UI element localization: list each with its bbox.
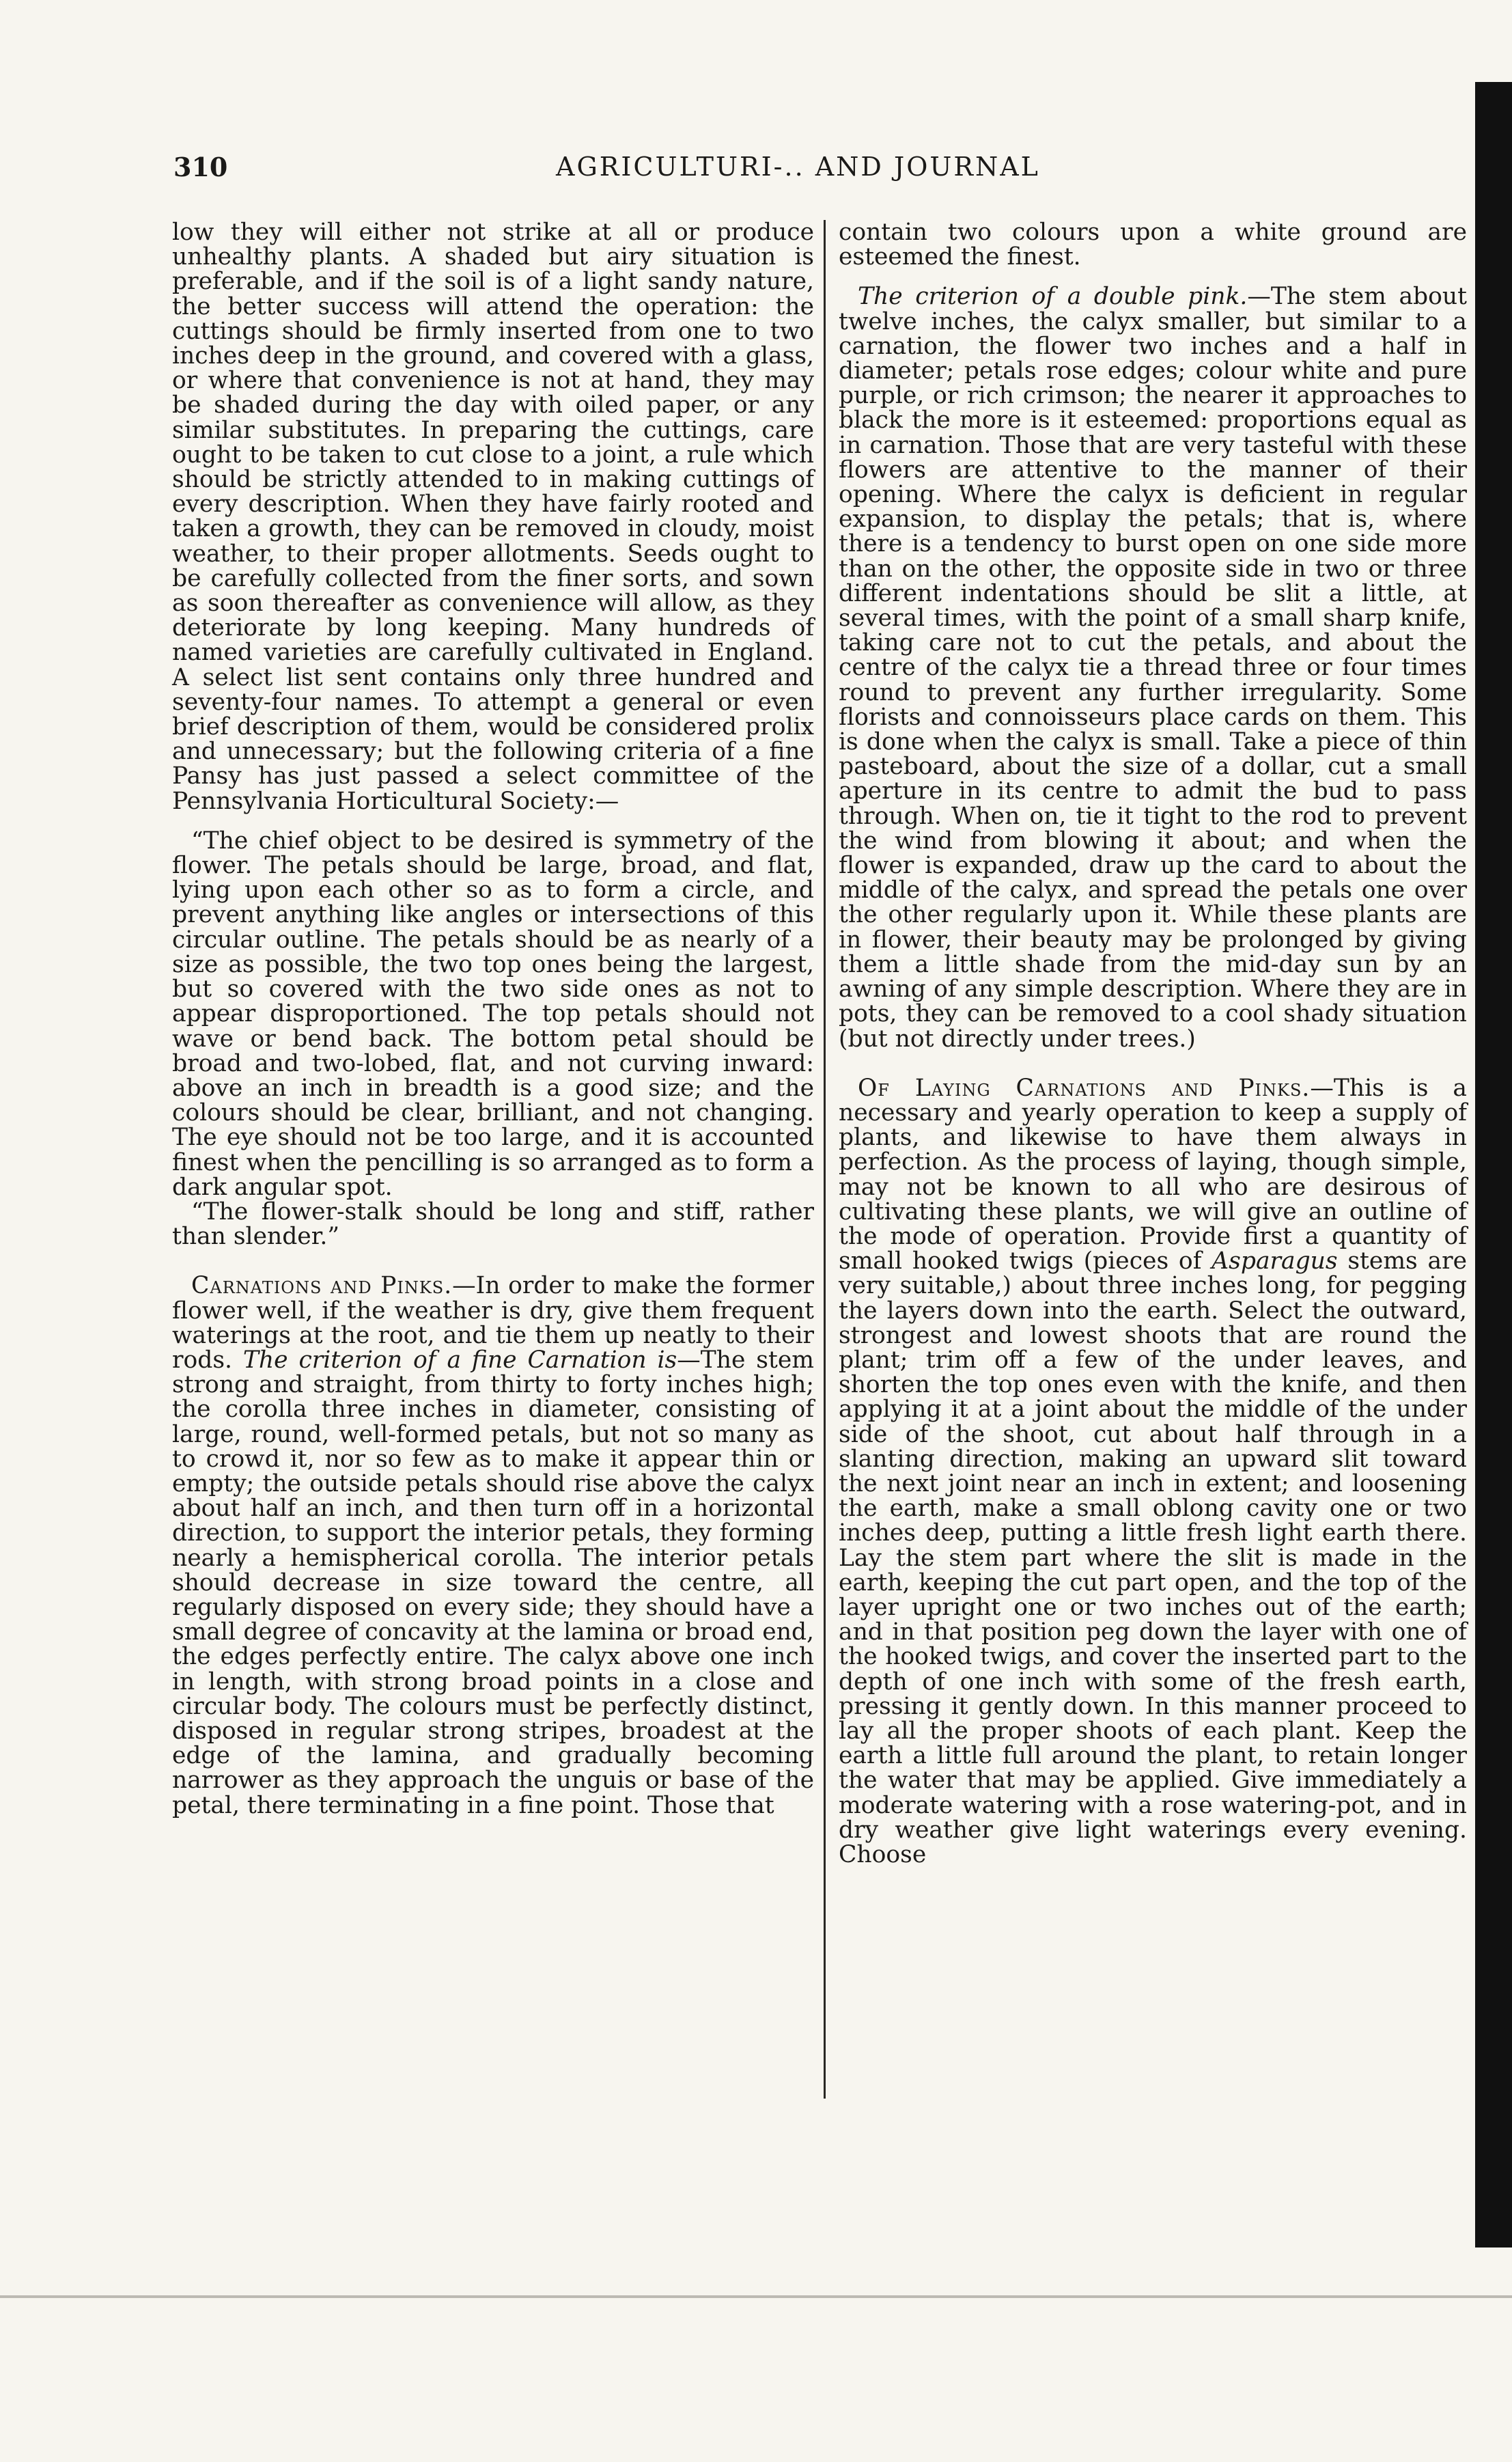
left-column (172, 220, 814, 1818)
paragraph-two-colours: contain two colours upon a white ground are esteemed the finest. (839, 219, 1467, 271)
paragraph-carnations-and-pinks: Carnations and Pinks.—In order to make the former flower well, if the weather is dry, give them frequent waterings at the root, and tie them up neatly to their rods. The criterion of a fine Carnation is—The stem strong and straight, from thirty to forty inches high; the corolla three inches in diameter, consisting of large, round, well-formed petals, but not so many as to crowd it, nor so few as to make it appear thin or empty; the outside petals should rise above the calyx about half an inch, and then turn off in a horizontal direction, to support the interior petals, they forming nearly a hemispherical corolla. The interior petals should decrease in size toward the centre, all regularly disposed on every side; they should have a small degree of concavity at the lamina or broad end, the edges perfectly entire. The calyx above one inch in length, with strong broad points in a close and circular body. The colours must be perfectly distinct, disposed in regular strong stripes, broadest at the edge of the lamina, and gradually becoming narrower as they approach the unguis or base of the petal, there terminating in a fine point. Those that (172, 1272, 814, 1819)
scan-bottom-edge (0, 2295, 1512, 2298)
paragraph-laying-carnations: Of Laying Carnations and Pinks.—This is a necessary and yearly operation to keep a supply of plants, and likewise to have them always in perfection. As the process of laying, though simple, may not be known to all who are desirous of cultivating these plants, we will give an outline of the mode of operation. Provide first a quantity of small hooked twigs (pieces of Asparagus stems are very suitable,) about three inches long, for pegging the layers down into the earth. Select the outward, strongest and lowest shoots that are round the plant; trim off a few of the under leaves, and shorten the top ones even with the knife, and then applying it at a joint about the middle of the under side of the shoot, cut about half through in a slanting direction, making an upward slit toward the next joint near an inch in extent; and loosening the earth, make a small oblong cavity one or two inches deep, putting a little fresh light earth there. Lay the stem part where the slit is made in the earth, keeping the cut part open, and the top of the layer upright one or two inches out of the earth; and in that position peg down the layer with one of the hooked twigs, and cover the inserted part to the depth of one inch with some of the fresh earth, pressing it gently down. In this manner proceed to lay all the proper shoots of each plant. Keep the earth a little full around the plant, to retain longer the water that may be applied. Give immediately a moderate watering with a rose watering-pot, and in dry weather give light waterings every evening. Choose (839, 1074, 1467, 1868)
page-number: 310 (173, 152, 228, 182)
paragraph-double-pink: The criterion of a double pink.—The stem about twelve inches, the calyx smaller, but similar to a carnation, the flower two inches and a half in diameter; petals rose edges; colour white and pure purple, or rich crimson; the nearer it approaches to black the more is it esteemed: proportions equal as in carnation. Those that are very tasteful with these flowers are attentive to the manner of their opening. Where the calyx is deficient in regular expansion, to display the petals; that is, where there is a tendency to burst open on one side more than on the other, the opposite side in two or three different indentations should be slit a little, at several times, with the point of a small sharp knife, taking care not to cut the petals, and about the centre of the calyx tie a thread three or four times round to prevent any further irregularity. Some florists and connoisseurs place cards on them. This is done when the calyx is small. Take a piece of thin pasteboard, about the size of a dollar, cut a small aperture in its centre to admit the bud to pass through. When on, tie it tight to the rod to prevent the wind from blowing it about; and when the flower is expanded, draw up the card to about the middle of the calyx, and spread the petals one over the other regularly upon it. While these plants are in flower, their beauty may be prolonged by giving them a little shade from the mid-day sun by an awning of any simple description. Where they are in pots, they can be removed to a cool shady situation (but not directly under trees.) (839, 283, 1467, 1053)
criterion-double-pink-label: The criterion of a double pink. (858, 283, 1248, 311)
right-column (839, 220, 1467, 1867)
section-heading-carnations: Carnations and Pinks. (191, 1272, 453, 1300)
running-title: AGRICULTURI-.. AND JOURNAL (556, 152, 1040, 182)
section-heading-laying: Of Laying Carnations and Pinks. (858, 1074, 1311, 1102)
paragraph-pansy-criteria: “The chief object to be desired is symmetry of the flower. The petals should be large, broad, and flat, lying upon each other so as to form a circle, and prevent anything like angles or intersections of this circular outline. The petals should be as nearly of a size as possible, the two top ones being the largest, but so covered with the two side ones as not to appear disproportioned. The top petals should not wave or bend back. The bottom petal should be broad and two-lobed, flat, and not curving inward: above an inch in breadth is a good size; and the colours should be clear, brilliant, and not changing. The eye should not be too large, and it is accounted finest when the pencilling is so arranged as to form a dark angular spot. (172, 827, 814, 1201)
page-header (173, 152, 1089, 193)
criterion-carnation-label: The criterion of a fine Carnation is (242, 1346, 677, 1374)
paragraph-pansy-cuttings: low they will either not strike at all or produce unhealthy plants. A shaded but airy situation is preferable, and if the soil is of a light sandy nature, the better success will attend the operation: the cuttings should be firmly inserted from one to two inches deep in the ground, and covered with a glass, or where that convenience is not at hand, they may be shaded during the day with oiled paper, or any similar substitutes. In preparing the cuttings, care ought to be taken to cut close to a joint, a rule which should be strictly attended to in making cuttings of every description. When they have fairly rooted and taken a growth, they can be removed in cloudy, moist weather, to their proper allotments. Seeds ought to be carefully collected from the finer sorts, and sown as soon thereafter as convenience will allow, as they deteriorate by long keeping. Many hundreds of named varieties are carefully cultivated in England. A select list sent contains only three hundred and seventy-four names. To attempt a general or even brief description of them, would be considered prolix and unnecessary; but the following criteria of a fine Pansy has just passed a select committee of the Pennsylvania Horticultural Society:— (172, 219, 814, 815)
column-divider (824, 220, 826, 2099)
paragraph-flower-stalk: “The flower-stalk should be long and stiff, rather than slender.” (172, 1198, 814, 1251)
page-binding-edge (1475, 82, 1512, 2247)
